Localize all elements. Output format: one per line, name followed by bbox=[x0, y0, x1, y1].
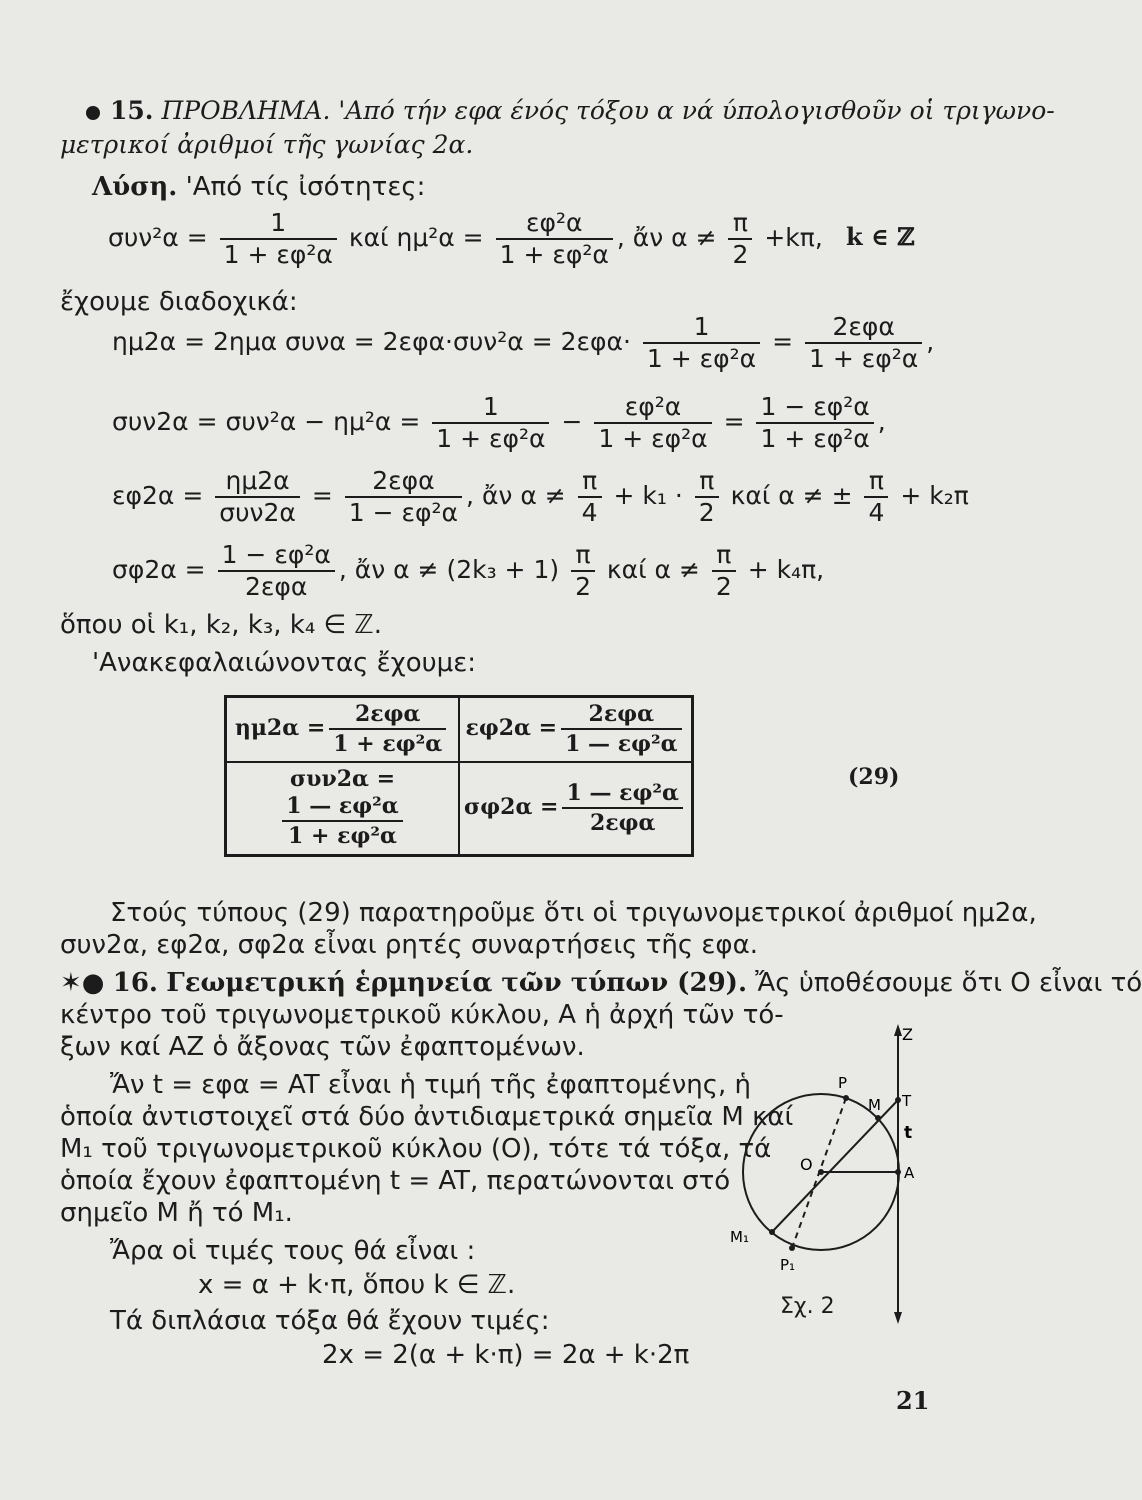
fraction bbox=[220, 208, 337, 270]
numerator: εφ²α bbox=[594, 392, 711, 424]
fraction bbox=[643, 312, 760, 374]
sf2a-equation bbox=[112, 540, 824, 602]
eq-text: καί α ≠ bbox=[606, 555, 700, 584]
section-16-line-5: ὁποία ἀντιστοιχεῖ στά δύο ἀντιδιαμετρικά σημεῖα Μ καί bbox=[60, 1102, 794, 1132]
table-cell bbox=[459, 697, 693, 762]
formula-ef2a bbox=[465, 701, 685, 758]
eq-text: ημ2α = 2ημα συνα = 2εφα·συν²α = 2εφα· bbox=[112, 327, 631, 356]
eq-text: + k₄π, bbox=[747, 555, 825, 584]
numerator: 2εφα bbox=[805, 312, 922, 344]
table-row bbox=[226, 697, 693, 762]
fraction bbox=[805, 312, 922, 374]
formula-hm2a bbox=[234, 701, 450, 758]
eq-text: , bbox=[926, 327, 935, 356]
arrow-up-icon bbox=[894, 1024, 902, 1036]
section-number: 16. bbox=[112, 968, 158, 998]
point-p bbox=[843, 1095, 849, 1101]
formula-lhs: σφ2α = bbox=[464, 794, 559, 821]
section-text: 'Από τήν εφα ένός τόξου α νά ύπολογισθοῦν οἱ τριγωνο- bbox=[338, 96, 1055, 125]
numerator: 2εφα bbox=[561, 700, 681, 730]
eq-text: συν2α = συν²α − ημ²α = bbox=[112, 407, 421, 436]
denominator: 4 bbox=[868, 498, 885, 527]
fraction bbox=[432, 392, 549, 454]
denominator: 4 bbox=[581, 498, 598, 527]
formula-sf2a bbox=[464, 780, 687, 837]
eq-text: , bbox=[877, 407, 886, 436]
numerator: 1 — εφ²α bbox=[282, 792, 402, 822]
fraction bbox=[215, 466, 300, 528]
fraction bbox=[578, 466, 602, 528]
numerator: 2εφα bbox=[345, 466, 462, 498]
label-o: O bbox=[800, 1155, 813, 1174]
formula-lhs: εφ2α = bbox=[465, 715, 558, 742]
star-bullet-icon: ✶● bbox=[60, 968, 105, 998]
eq-text: σφ2α = bbox=[112, 555, 206, 584]
section-16-line-8: σημεῖο Μ ἤ τό Μ₁. bbox=[60, 1198, 293, 1228]
solution-line bbox=[92, 172, 425, 202]
eq-text: ημ²α = bbox=[396, 223, 484, 252]
fraction bbox=[218, 540, 335, 602]
fraction bbox=[712, 540, 736, 602]
denominator: 1 + εφ²α bbox=[809, 344, 919, 373]
numerator: 1 − εφ²α bbox=[218, 540, 335, 572]
eq-text: εφ2α = bbox=[112, 481, 204, 510]
fraction bbox=[561, 700, 681, 758]
numerator: π bbox=[728, 208, 752, 240]
denominator: 1 + εφ²α bbox=[223, 240, 333, 269]
fraction bbox=[571, 540, 595, 602]
denominator: 2 bbox=[732, 240, 749, 269]
fraction bbox=[864, 466, 888, 528]
fraction bbox=[562, 779, 682, 837]
numerator: ημ2α bbox=[215, 466, 300, 498]
formula-syn2a bbox=[278, 766, 406, 850]
label-t: T bbox=[902, 1092, 912, 1110]
section-16-line-11: Τά διπλάσια τόξα θά ἔχουν τιμές: bbox=[110, 1306, 550, 1336]
fraction bbox=[728, 208, 752, 270]
section-16-heading bbox=[60, 968, 1142, 998]
label-z: Z bbox=[902, 1025, 913, 1044]
label-p1: P₁ bbox=[780, 1256, 796, 1274]
table-cell bbox=[459, 762, 693, 856]
fraction bbox=[496, 208, 613, 270]
point-m1 bbox=[769, 1229, 775, 1235]
fraction bbox=[756, 392, 873, 454]
eq-text: καί α ≠ ± bbox=[730, 481, 853, 510]
figure-caption: Σχ. 2 bbox=[780, 1294, 835, 1319]
section-16-line-2: κέντρο τοῦ τριγωνομετρικοῦ κύκλου, Α ἡ ἀρχή τῶν τό- bbox=[60, 1000, 784, 1030]
section-16-line-9: Ἄρα οἱ τιμές τους θά εἶναι : bbox=[110, 1236, 476, 1266]
section-16-line-12: 2x = 2(α + k·π) = 2α + k·2π bbox=[322, 1340, 690, 1370]
point-o bbox=[818, 1169, 824, 1175]
section-16-line-4: Ἄν t = εφα = AT εἶναι ἡ τιμή τῆς ἐφαπτομένης, ἡ bbox=[110, 1070, 751, 1100]
section-16-line-6: Μ₁ τοῦ τριγωνομετρικοῦ κύκλου (Ο), τότε τά τόξα, τά bbox=[60, 1134, 772, 1164]
table-cell bbox=[226, 697, 460, 762]
section-title: Γεωμετρική ἑρμηνεία τῶν τύπων (29). bbox=[166, 968, 748, 998]
identities-equation bbox=[108, 208, 823, 270]
eq-text: , ἄν α ≠ bbox=[466, 481, 566, 510]
label-m: M bbox=[868, 1096, 881, 1114]
arrow-down-icon bbox=[894, 1312, 902, 1324]
summary-table bbox=[224, 695, 694, 857]
denominator: 1 + εφ²α bbox=[288, 823, 397, 850]
eq-text: + k₁ · bbox=[613, 481, 683, 510]
numerator: 2εφα bbox=[329, 700, 446, 730]
solution-label: Λύση. bbox=[92, 172, 178, 202]
eq-text: = bbox=[723, 407, 745, 436]
table-cell bbox=[226, 762, 460, 856]
page-number: 21 bbox=[896, 1386, 930, 1415]
numerator: 1 bbox=[220, 208, 337, 240]
denominator: 2εφα bbox=[245, 572, 308, 601]
eq-text: συν²α = bbox=[108, 223, 208, 252]
formula-lhs: συν2α = bbox=[289, 766, 396, 793]
section-15-heading-cont: μετρικοί ἀριθμοί τῆς γωνίας 2α. bbox=[60, 130, 474, 159]
summarizing-text: 'Ανακεφαλαιώνοντας ἔχουμε: bbox=[92, 648, 477, 678]
eq-text: − bbox=[561, 407, 583, 436]
label-a: A bbox=[904, 1164, 915, 1182]
section-text: Ἄς ὑποθέσουμε ὅτι Ο εἶναι τό bbox=[755, 968, 1142, 998]
point-p1 bbox=[789, 1245, 795, 1251]
successively-text: ἔχουμε διαδοχικά: bbox=[60, 287, 298, 317]
eq-text: = bbox=[311, 481, 333, 510]
numerator: 1 bbox=[643, 312, 760, 344]
denominator: 2 bbox=[715, 572, 732, 601]
numerator: εφ²α bbox=[496, 208, 613, 240]
numerator: π bbox=[578, 466, 602, 498]
numerator: 1 bbox=[432, 392, 549, 424]
point-m bbox=[875, 1115, 881, 1121]
eq-text: +kπ, bbox=[764, 223, 823, 252]
eq-text: , ἄν α ≠ (2k₃ + 1) bbox=[338, 555, 560, 584]
syn2a-equation bbox=[112, 392, 886, 454]
fraction bbox=[594, 392, 711, 454]
numerator: 1 — εφ²α bbox=[562, 779, 682, 809]
denominator: 2 bbox=[575, 572, 591, 601]
fraction bbox=[329, 700, 446, 758]
eq-text: καί bbox=[348, 223, 389, 252]
fraction bbox=[282, 792, 402, 850]
denominator: 1 + εφ²α bbox=[646, 344, 757, 373]
numerator: π bbox=[695, 466, 719, 498]
label-m1: M₁ bbox=[730, 1228, 749, 1246]
hm2a-equation bbox=[112, 312, 934, 374]
section-title: ΠΡΟΒΛΗΜΑ. bbox=[161, 96, 331, 125]
remark-line-2: συν2α, εφ2α, σφ2α εἶναι ρητές συναρτήσεις τῆς εφα. bbox=[60, 930, 758, 960]
numerator: π bbox=[712, 540, 736, 572]
denominator: 2 bbox=[698, 498, 715, 527]
numerator: π bbox=[864, 466, 888, 498]
section-number: 15. bbox=[110, 96, 154, 125]
fraction bbox=[345, 466, 462, 528]
table-row bbox=[226, 762, 693, 856]
eq-text: + k₂π bbox=[900, 481, 969, 510]
kz-condition: k ∈ ℤ bbox=[846, 222, 915, 251]
bullet-icon bbox=[86, 106, 100, 120]
denominator: 1 + εφ²α bbox=[333, 731, 443, 758]
formula-lhs: ημ2α = bbox=[234, 715, 326, 742]
numerator: 1 − εφ²α bbox=[756, 392, 873, 424]
denominator: 1 + εφ²α bbox=[436, 424, 546, 453]
denominator: 1 — εφ²α bbox=[565, 731, 678, 758]
label-p: P bbox=[838, 1074, 848, 1092]
denominator: 1 + εφ²α bbox=[760, 424, 870, 453]
eq-text: , ἄν α ≠ bbox=[616, 223, 717, 252]
denominator: 1 + εφ²α bbox=[499, 240, 609, 269]
section-16-line-10: x = α + k·π, ὅπου k ∈ ℤ. bbox=[198, 1270, 516, 1300]
eq-text: = bbox=[772, 327, 794, 356]
solution-intro: 'Από τίς ἰσότητες: bbox=[185, 172, 426, 202]
equation-ref-29: (29) bbox=[848, 764, 900, 790]
denominator: 1 + εφ²α bbox=[598, 424, 708, 453]
numerator: π bbox=[571, 540, 595, 572]
section-15-heading bbox=[86, 96, 1055, 126]
fraction bbox=[695, 466, 719, 528]
label-tangent-value: t bbox=[904, 1123, 913, 1143]
point-t bbox=[895, 1097, 901, 1103]
point-a bbox=[895, 1169, 901, 1175]
section-16-line-7: ὁποία ἔχουν ἐφαπτομένη t = AT, περατώνονται στό bbox=[60, 1166, 731, 1196]
denominator: 2εφα bbox=[589, 810, 656, 837]
denominator: 1 − εφ²α bbox=[348, 498, 459, 527]
remark-line-1: Στούς τύπους (29) παρατηροῦμε ὅτι οἱ τριγωνομετρικοί ἀριθμοί ημ2α, bbox=[110, 898, 1037, 928]
ef2a-equation bbox=[112, 466, 969, 528]
where-text: ὅπου οἱ k₁, k₂, k₃, k₄ ∈ ℤ. bbox=[60, 610, 383, 640]
denominator: συν2α bbox=[219, 498, 296, 527]
section-16-line-3: ξων καί ΑΖ ὁ ἄξονας τῶν ἐφαπτομένων. bbox=[60, 1032, 585, 1062]
